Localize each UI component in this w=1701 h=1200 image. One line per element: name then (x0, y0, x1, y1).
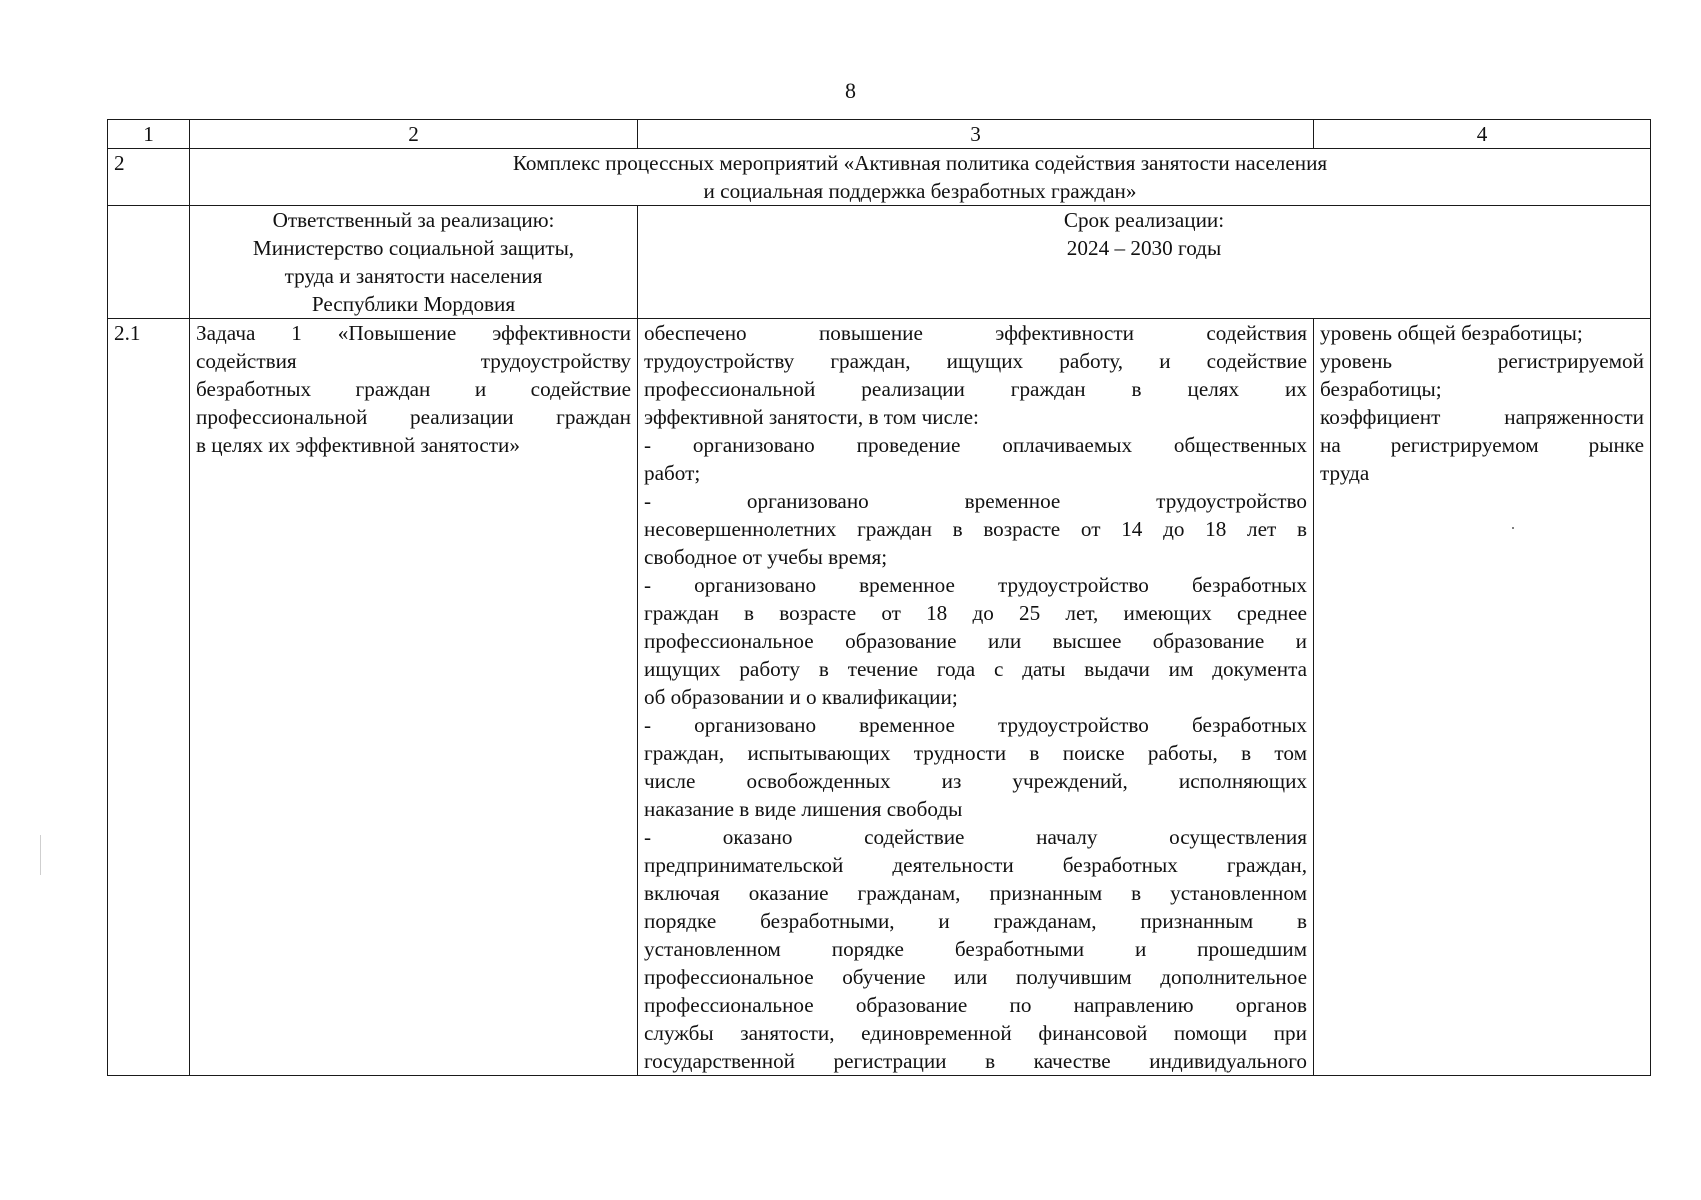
complex-title-line: Комплекс процессных мероприятий «Активная политика содействия занятости населения (512, 151, 1328, 175)
column-number-2: 2 (190, 120, 638, 149)
responsible-line: труда и занятости населения (284, 264, 543, 288)
indicator-line: безработицы; (1320, 377, 1442, 401)
column-number-1: 1 (108, 120, 190, 149)
responsible-line: Министерство социальной защиты, (252, 236, 575, 260)
empty-cell (108, 206, 190, 319)
task-name-line: содействия трудоустройству (196, 349, 631, 373)
complex-number: 2 (108, 149, 190, 206)
result-line: эффективной занятости, в том числе: (644, 405, 979, 429)
program-table (107, 119, 1651, 1076)
result-line: - организовано временное трудоустройство безработных (644, 573, 1307, 597)
complex-row (108, 149, 1651, 206)
task-indicators-cell (1314, 319, 1651, 1076)
result-line: профессиональной реализации граждан в целях их (644, 377, 1307, 401)
task-row (108, 319, 1651, 1076)
task-name-line: Задача 1 «Повышение эффективности (196, 321, 631, 345)
responsible-cell (190, 206, 638, 319)
result-line: обеспечено повышение эффективности содействия (644, 321, 1307, 345)
responsible-line: Республики Мордовия (311, 292, 516, 316)
result-line: граждан в возрасте от 18 до 25 лет, имеющих среднее (644, 601, 1307, 625)
term-line: Срок реализации: (1063, 208, 1225, 232)
result-line: службы занятости, единовременной финансовой помощи при (644, 1021, 1307, 1045)
result-line: свободное от учебы время; (644, 545, 888, 569)
result-line: об образовании и о квалификации; (644, 685, 958, 709)
task-number: 2.1 (108, 319, 190, 1076)
result-line: - организовано проведение оплачиваемых общественных (644, 433, 1307, 457)
indicator-line: уровень регистрируемой (1320, 349, 1644, 373)
result-line: - организовано временное трудоустройство безработных (644, 713, 1307, 737)
result-line: установленном порядке безработными и прошедшим (644, 937, 1307, 961)
complex-title-line: и социальная поддержка безработных граждан» (703, 179, 1137, 203)
indicator-line: труда (1320, 461, 1370, 485)
indicator-line: коэффициент напряженности (1320, 405, 1644, 429)
indicator-line: уровень общей безработицы; (1320, 321, 1583, 345)
result-line: - оказано содействие началу осуществления (644, 825, 1307, 849)
result-line: профессиональное образование или высшее образование и (644, 629, 1307, 653)
responsible-row (108, 206, 1651, 319)
complex-title (190, 149, 1651, 206)
result-line: предпринимательской деятельности безработных граждан, (644, 853, 1307, 877)
column-number-row (108, 120, 1651, 149)
result-line: граждан, испытывающих трудности в поиске работы, в том (644, 741, 1307, 765)
term-cell (638, 206, 1651, 319)
result-line: числе освобожденных из учреждений, исполняющих (644, 769, 1307, 793)
task-name-line: безработных граждан и содействие (196, 377, 631, 401)
result-line: трудоустройству граждан, ищущих работу, и содействие (644, 349, 1307, 373)
result-line: работ; (644, 461, 701, 485)
page-number: 8 (845, 78, 856, 103)
column-number-4: 4 (1314, 120, 1651, 149)
column-number-3: 3 (638, 120, 1314, 149)
indicator-line: на регистрируемом рынке (1320, 433, 1644, 457)
task-name-cell (190, 319, 638, 1076)
result-line: - организовано временное трудоустройство (644, 489, 1307, 513)
task-results-cell (638, 319, 1314, 1076)
result-line: ищущих работу в течение года с даты выдачи им документа (644, 657, 1307, 681)
term-line: 2024 – 2030 годы (1066, 236, 1222, 260)
task-name-line: профессиональной реализации граждан (196, 405, 631, 429)
result-line: порядке безработными, и гражданам, признанным в (644, 909, 1307, 933)
result-line: профессиональное образование по направлению органов (644, 993, 1307, 1017)
scan-margin-mark (40, 835, 41, 875)
result-line: несовершеннолетних граждан в возрасте от 14 до 18 лет в (644, 517, 1307, 541)
responsible-line: Ответственный за реализацию: (272, 208, 555, 232)
scan-speck (1512, 527, 1514, 529)
result-line: наказание в виде лишения свободы (644, 797, 963, 821)
task-name-line: в целях их эффективной занятости» (196, 433, 520, 457)
result-line: включая оказание гражданам, признанным в установленном (644, 881, 1307, 905)
result-line: профессиональное обучение или получившим дополнительное (644, 965, 1307, 989)
result-line: государственной регистрации в качестве индивидуального (644, 1049, 1307, 1073)
